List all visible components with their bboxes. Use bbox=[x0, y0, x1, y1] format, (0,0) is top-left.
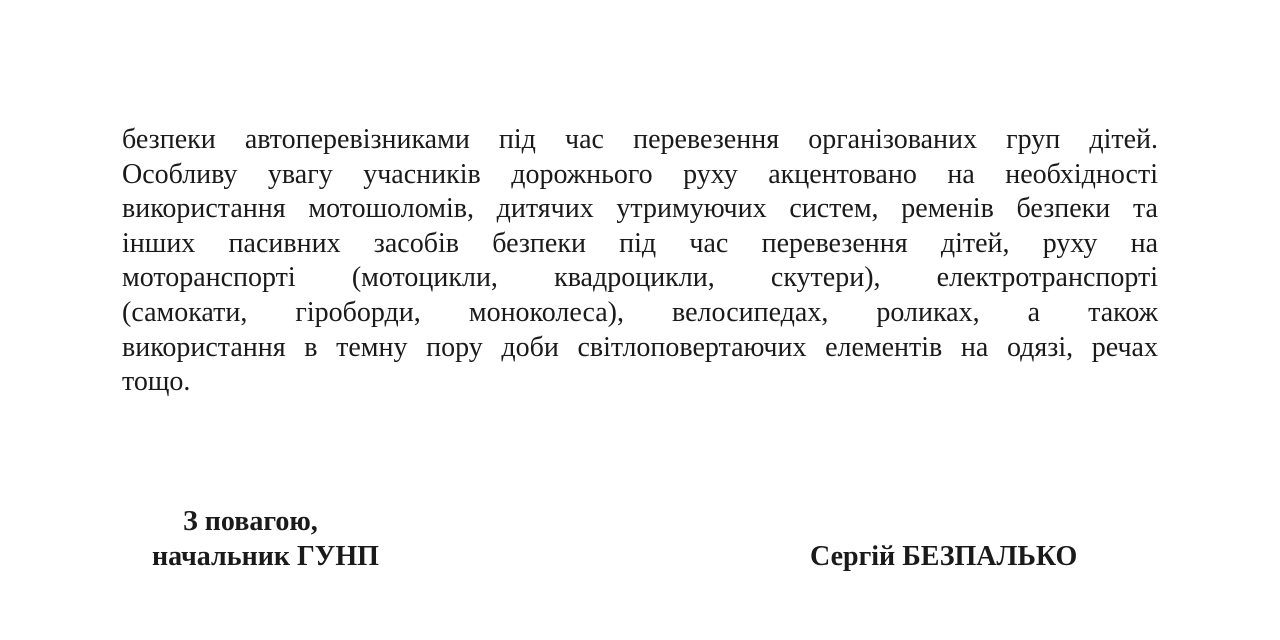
paragraph-line: Особливу увагу учасників дорожнього руху акцентовано на необхідності bbox=[122, 158, 1158, 190]
paragraph-line: використання в темну пору доби світлоповертаючих елементів на одязі, речах bbox=[122, 331, 1158, 363]
paragraph-line: безпеки автоперевізниками під час перевезення організованих груп дітей. bbox=[122, 124, 1158, 155]
signature-position: начальник ГУНП bbox=[152, 541, 379, 572]
paragraph-line: використання мотошоломів, дитячих утримуючих систем, ременів безпеки та bbox=[122, 193, 1158, 225]
signature-name: Сергій БЕЗПАЛЬКО bbox=[810, 541, 1078, 572]
paragraph-line: моторанспорті (мотоцикли, квадроцикли, скутери), електротранспорті bbox=[122, 262, 1158, 294]
paragraph-line: інших пасивних засобів безпеки під час перевезення дітей, руху на bbox=[122, 227, 1158, 259]
paragraph-line: тощо. bbox=[122, 366, 191, 398]
body-paragraph bbox=[122, 123, 1158, 400]
paragraph-line: (самокати, гіроборди, моноколеса), велосипедах, роликах, а також bbox=[122, 296, 1158, 328]
signature-greeting: З повагою, bbox=[183, 506, 318, 537]
